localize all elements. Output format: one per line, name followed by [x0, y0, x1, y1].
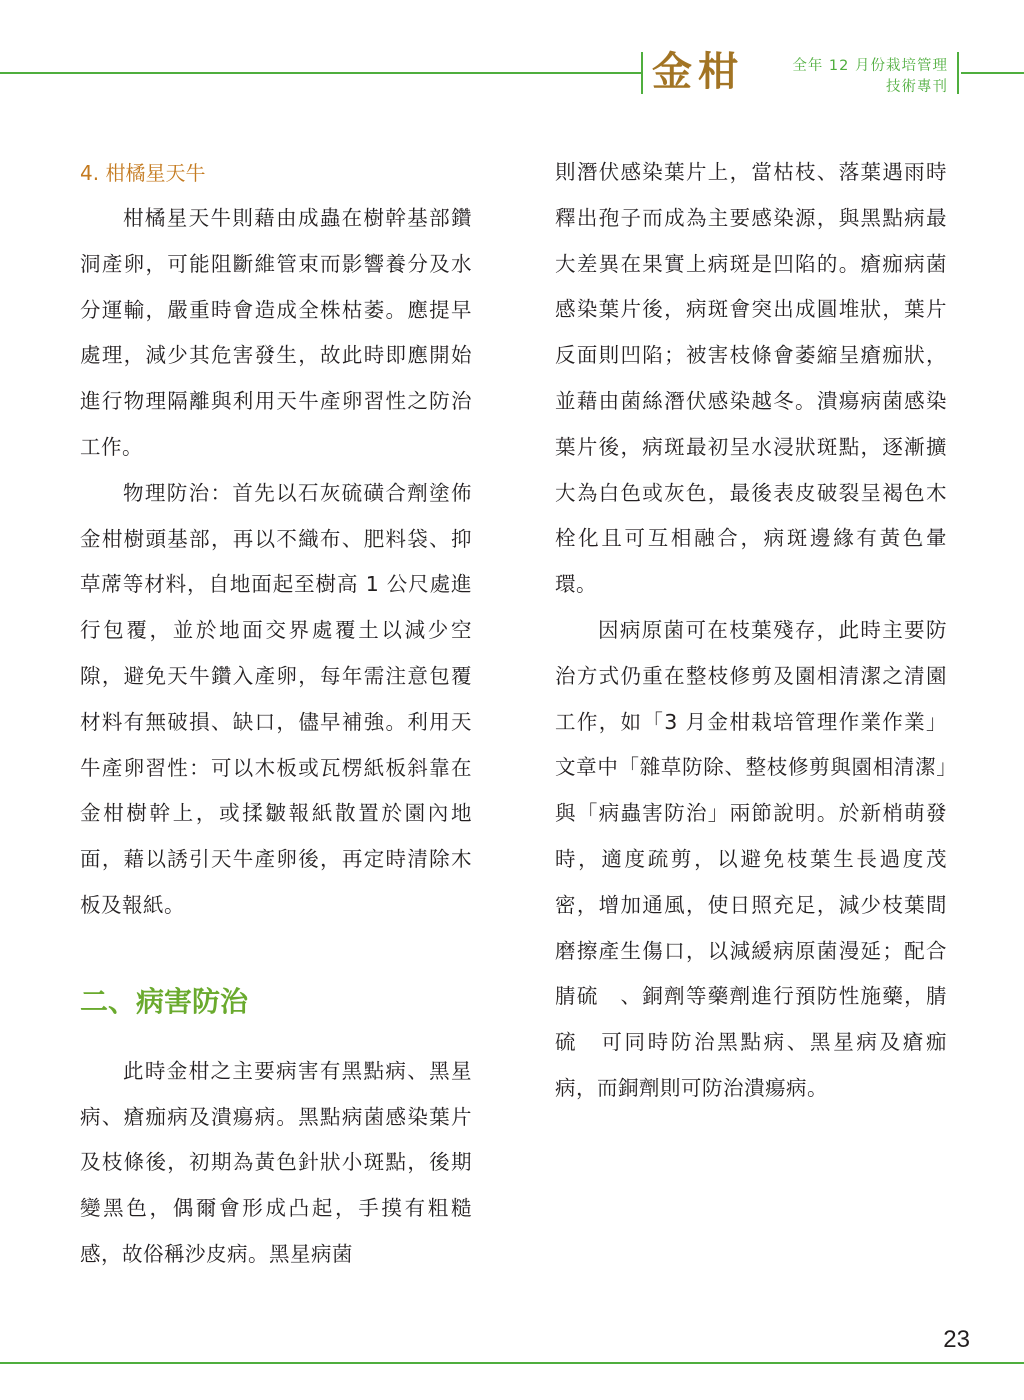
header-divider-left: [641, 52, 643, 94]
right-column: [555, 150, 947, 1112]
brand-title: 金柑: [652, 48, 744, 95]
header-subtitle: [792, 56, 948, 98]
header-rule-right: [961, 72, 1024, 74]
paragraph-disease-intro: 此時金柑之主要病害有黑點病、黑星病、瘡痂病及潰瘍病。黑點病菌感染葉片及枝條後，初期為黃色針狀小斑點，後期變黑色，偶爾會形成凸起，手摸有粗糙感，故俗稱沙皮病。黑星病菌: [80, 1058, 472, 1266]
left-column: [80, 150, 472, 1278]
page-number: 23: [943, 1326, 970, 1353]
footer-rule: [0, 1362, 1024, 1364]
paragraph-disease-continued: 則潛伏感染葉片上，當枯枝、落葉遇雨時釋出孢子而成為主要感染源，與黑點病最大差異在果實上病斑是凹陷的。瘡痂病菌感染葉片後，病斑會突出成圓堆狀，葉片反面則凹陷；被害枝條會萎縮呈瘡痂狀，並藉由菌絲潛伏感染越冬。潰瘍病菌感染葉片後，病斑最初呈水浸狀斑點，逐漸擴大為白色或灰色，最後表皮破裂呈褐色木栓化且可互相融合，病斑邊緣有黃色暈環。: [555, 160, 947, 597]
subheading-citrus-longhorn-beetle: 4. 柑橘星天牛: [80, 161, 206, 185]
subtitle-line-1: 全年 12 月份栽培管理: [792, 58, 948, 74]
section-title-disease-control: 二、病害防治: [80, 984, 249, 1018]
paragraph-physical-control: 物理防治：首先以石灰硫磺合劑塗佈金柑樹頭基部，再以不織布、肥料袋、抑草蓆等材料，自地面起至樹高 1 公尺處進行包覆，並於地面交界處覆土以減少空隙，避免天牛鑽入產卵，每年需注意包覆材料有無破損、缺口，儘早補強。利用天牛產卵習性：可以木板或瓦楞紙板斜靠在金柑樹幹上，或揉皺報紙散置於園內地面，藉以誘引天牛產卵後，再定時清除木板及報紙。: [80, 480, 472, 917]
subtitle-line-2: 技術專刊: [886, 79, 948, 95]
header-divider-right: [957, 52, 959, 94]
header-rule-left: [0, 72, 641, 74]
paragraph-disease-management: 因病原菌可在枝葉殘存，此時主要防治方式仍重在整枝修剪及園相清潔之清園工作，如「3 月金柑栽培管理作業作業」文章中「雜草防除、整枝修剪與園相清潔」與「病蟲害防治」兩節說明。於新梢萌發時，適度疏剪，以避免枝葉生長過度茂密，增加通風，使日照充足，減少枝葉間磨擦產生傷口，以減緩病原菌漫延；配合腈硫 、銅劑等藥劑進行預防性施藥，腈硫 可同時防治黑點病、黑星病及瘡痂病，而銅劑則可防治潰瘍病。: [555, 617, 947, 1100]
paragraph-beetle-intro: 柑橘星天牛則藉由成蟲在樹幹基部鑽洞產卵，可能阻斷維管束而影響養分及水分運輸，嚴重時會造成全株枯萎。應提早處理，減少其危害發生，故此時即應開始進行物理隔離與利用天牛產卵習性之防治工作。: [80, 206, 472, 459]
